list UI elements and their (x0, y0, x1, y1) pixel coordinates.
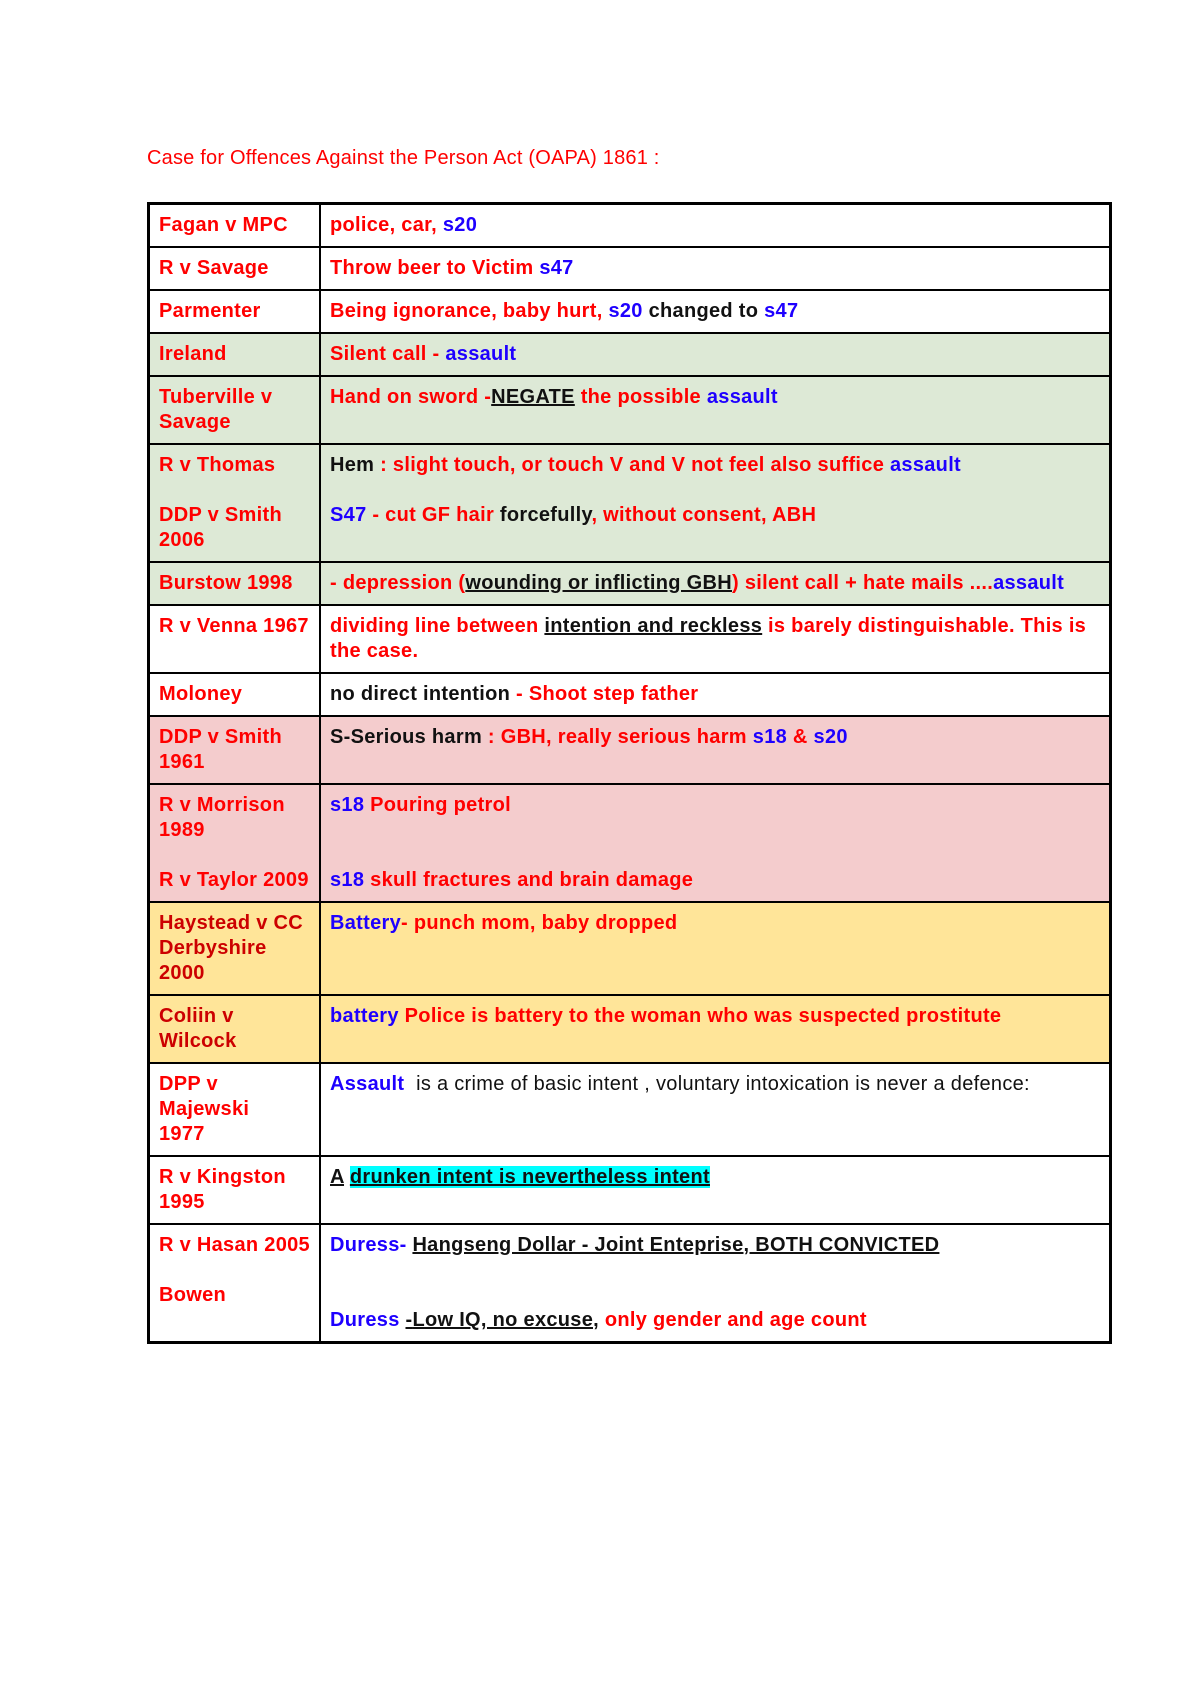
table-row (149, 562, 1111, 605)
case-notes: battery Police is battery to the woman who was suspected prostitute (320, 995, 1111, 1063)
case-name: Fagan v MPC (149, 204, 321, 248)
case-name: R v Savage (149, 247, 321, 290)
case-name: DPP v Majewski 1977 (149, 1063, 321, 1156)
case-name: Parmenter (149, 290, 321, 333)
case-notes: Silent call - assault (320, 333, 1111, 376)
case-notes: S-Serious harm : GBH, really serious harm s18 & s20 (320, 716, 1111, 784)
case-name: R v Thomas DDP v Smith 2006 (149, 444, 321, 562)
case-notes: Battery- punch mom, baby dropped (320, 902, 1111, 995)
case-notes: Being ignorance, baby hurt, s20 changed to s47 (320, 290, 1111, 333)
case-notes: s18 Pouring petrol s18 skull fractures and brain damage (320, 784, 1111, 902)
table-row (149, 784, 1111, 902)
case-notes: Assault is a crime of basic intent , voluntary intoxication is never a defence: (320, 1063, 1111, 1156)
table-row (149, 1156, 1111, 1224)
table-row (149, 902, 1111, 995)
table-row (149, 605, 1111, 673)
case-name: Moloney (149, 673, 321, 716)
case-name: Coliin v Wilcock (149, 995, 321, 1063)
case-notes: Hand on sword -NEGATE the possible assault (320, 376, 1111, 444)
table-row (149, 1063, 1111, 1156)
case-notes: police, car, s20 (320, 204, 1111, 248)
case-name: R v Venna 1967 (149, 605, 321, 673)
case-notes: Throw beer to Victim s47 (320, 247, 1111, 290)
cases-table (147, 202, 1112, 1344)
table-row (149, 995, 1111, 1063)
table-row (149, 290, 1111, 333)
table-row (149, 716, 1111, 784)
table-row (149, 333, 1111, 376)
table-row (149, 673, 1111, 716)
case-notes: A drunken intent is nevertheless intent (320, 1156, 1111, 1224)
table-row (149, 376, 1111, 444)
page-title: Case for Offences Against the Person Act (OAPA) 1861 : (147, 147, 660, 169)
case-notes: no direct intention - Shoot step father (320, 673, 1111, 716)
table-row (149, 444, 1111, 562)
case-notes: - depression (wounding or inflicting GBH) silent call + hate mails ....assault (320, 562, 1111, 605)
table-row (149, 1224, 1111, 1343)
case-name: R v Hasan 2005 Bowen (149, 1224, 321, 1343)
case-name: DDP v Smith 1961 (149, 716, 321, 784)
case-name: R v Morrison 1989 R v Taylor 2009 (149, 784, 321, 902)
case-name: R v Kingston 1995 (149, 1156, 321, 1224)
case-name: Burstow 1998 (149, 562, 321, 605)
case-name: Tuberville v Savage (149, 376, 321, 444)
case-notes: Duress- Hangseng Dollar - Joint Enteprise, BOTH CONVICTED Duress -Low IQ, no excuse, only gender and age count (320, 1224, 1111, 1343)
case-notes: dividing line between intention and reckless is barely distinguishable. This is the case. (320, 605, 1111, 673)
case-name: Haystead v CC Derbyshire 2000 (149, 902, 321, 995)
case-name: Ireland (149, 333, 321, 376)
table-row (149, 204, 1111, 248)
table-row (149, 247, 1111, 290)
case-notes: Hem : slight touch, or touch V and V not feel also suffice assault S47 - cut GF hair forcefully, without consent, ABH (320, 444, 1111, 562)
